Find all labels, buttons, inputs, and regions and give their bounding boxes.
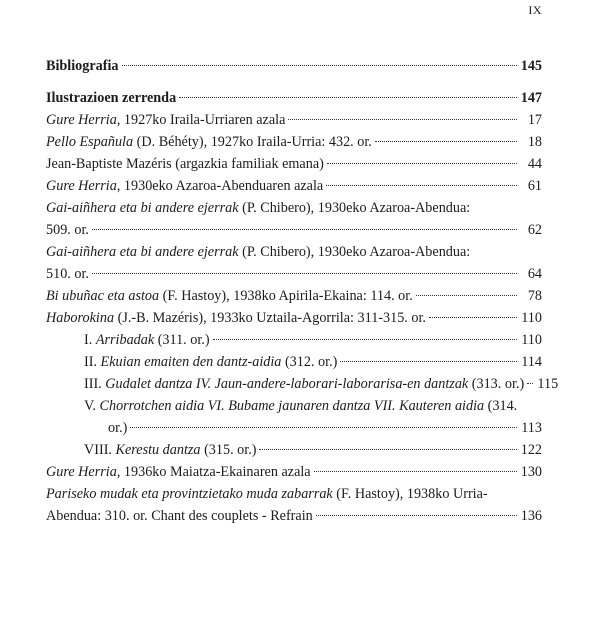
entry-detail: (D. Béhéty), 1927ko Iraila-Urria: 432. or. [133, 134, 372, 150]
dot-leader [429, 317, 517, 318]
entry-title: Gure Herria [46, 464, 117, 480]
dot-leader [213, 339, 517, 340]
entry-title: Haborokina [46, 310, 115, 326]
toc-page-number: 130 [520, 464, 542, 480]
entry-detail: , 1936ko Maiatza-Ekainaren azala [116, 464, 311, 480]
sub-entry-prefix: V. [84, 398, 100, 414]
dot-leader [326, 185, 517, 186]
entry-detail: Jean-Baptiste Mazéris (argazkia familiak emana) [46, 156, 324, 172]
toc-entry[interactable] [46, 197, 542, 241]
toc-page-number: 114 [521, 354, 542, 370]
toc-page-number: 145 [520, 58, 542, 74]
sub-entry-title: Chorrotchen aidia VI. Bubame jaunaren dantza VII. Kauteren aidia [99, 398, 485, 414]
sub-entry-detail: (313. or.) [468, 376, 525, 392]
sub-entry-prefix: II. [84, 354, 101, 370]
table-of-contents [46, 55, 559, 527]
sub-entry-title: Arribadak [95, 332, 155, 348]
toc-page-number: 122 [520, 442, 542, 458]
toc-sub-entry[interactable] [46, 329, 542, 351]
toc-entry[interactable] [46, 241, 542, 285]
toc-page-number: 61 [527, 178, 542, 194]
dot-leader [92, 229, 517, 230]
toc-page-number: 17 [527, 112, 542, 128]
toc-page-number: 113 [521, 420, 542, 436]
entry-detail: (F. Hastoy), 1938ko Urria- [332, 486, 488, 502]
toc-page-number: 64 [527, 266, 542, 282]
entry-title: Bi ubuñac eta astoa [46, 288, 160, 304]
toc-sub-entry[interactable] [46, 373, 559, 395]
toc-page-number: 147 [520, 90, 542, 106]
toc-section-ilustrazioen[interactable] [46, 87, 542, 109]
sub-entry-title: Ekuian emaiten den dantz-aidia [100, 354, 282, 370]
dot-leader [375, 141, 517, 142]
toc-page-number: 110 [521, 332, 542, 348]
sub-entry-detail: (311. or.) [154, 332, 210, 348]
dot-leader [130, 427, 517, 428]
toc-entry[interactable] [46, 461, 542, 483]
toc-section-bibliografia[interactable] [46, 55, 542, 77]
entry-detail: , 1930eko Azaroa-Abenduaren azala [116, 178, 324, 194]
entry-detail: (P. Chibero), 1930eko Azaroa-Abendua: [238, 200, 471, 216]
sub-entry-detail: (315. or.) [200, 442, 257, 458]
entry-title: Gai-aiñhera eta bi andere ejerrak [46, 200, 239, 216]
toc-page-number: 62 [527, 222, 542, 238]
dot-leader [259, 449, 517, 450]
entry-detail-continued: 510. or. [46, 266, 89, 282]
toc-sub-entry[interactable] [46, 395, 542, 439]
sub-entry-prefix: I. [84, 332, 96, 348]
toc-page-number: 78 [527, 288, 542, 304]
toc-section-label: Ilustrazioen zerrenda [46, 90, 177, 106]
toc-section-label: Bibliografia [46, 58, 119, 74]
dot-leader [416, 295, 517, 296]
entry-detail: (P. Chibero), 1930eko Azaroa-Abendua: [238, 244, 471, 260]
toc-page-number: 18 [527, 134, 542, 150]
toc-page-number: 110 [521, 310, 542, 326]
entry-detail: , 1927ko Iraila-Urriaren azala [116, 112, 286, 128]
dot-leader [316, 515, 517, 516]
entry-title: Gure Herria [46, 178, 117, 194]
toc-entry[interactable] [46, 483, 542, 527]
toc-entry[interactable] [46, 131, 542, 153]
toc-page-number: 136 [520, 508, 542, 524]
toc-entry[interactable] [46, 307, 542, 329]
sub-entry-title: Kerestu dantza [115, 442, 201, 458]
toc-entry[interactable] [46, 153, 542, 175]
dot-leader [92, 273, 517, 274]
toc-sub-entry[interactable] [46, 439, 542, 461]
sub-entry-prefix: III. [84, 376, 106, 392]
sub-entry-detail-continued: or.) [108, 420, 128, 436]
entry-detail-continued: Abendua: 310. or. Chant des couplets - Refrain [46, 508, 313, 524]
sub-entry-detail: (314. [484, 398, 518, 414]
sub-entry-title: Gudalet dantza IV. Jaun-andere-laborari-laborarisa-en dantzak [105, 376, 469, 392]
sub-entry-prefix: VIII. [84, 442, 116, 458]
toc-sub-entry[interactable] [46, 351, 542, 373]
entry-detail: (J.-B. Mazéris), 1933ko Uztaila-Agorrila: 311-315. or. [114, 310, 426, 326]
entry-title: Pariseko mudak eta provintzietako muda zabarrak [46, 486, 333, 502]
entry-title: Gai-aiñhera eta bi andere ejerrak [46, 244, 239, 260]
toc-entry[interactable] [46, 285, 542, 307]
dot-leader [527, 383, 533, 384]
dot-leader [327, 163, 517, 164]
dot-leader [288, 119, 517, 120]
entry-title: Pello Españula [46, 134, 134, 150]
toc-entry[interactable] [46, 175, 542, 197]
entry-detail-continued: 509. or. [46, 222, 89, 238]
dot-leader [122, 65, 517, 66]
toc-page-number: 44 [527, 156, 542, 172]
dot-leader [340, 361, 517, 362]
page-number: IX [528, 3, 542, 17]
dot-leader [314, 471, 517, 472]
toc-page-number: 115 [537, 376, 559, 392]
dot-leader [179, 97, 517, 98]
sub-entry-detail: (312. or.) [281, 354, 338, 370]
entry-detail: (F. Hastoy), 1938ko Apirila-Ekaina: 114. or. [159, 288, 413, 304]
toc-entry[interactable] [46, 109, 542, 131]
entry-title: Gure Herria [46, 112, 117, 128]
